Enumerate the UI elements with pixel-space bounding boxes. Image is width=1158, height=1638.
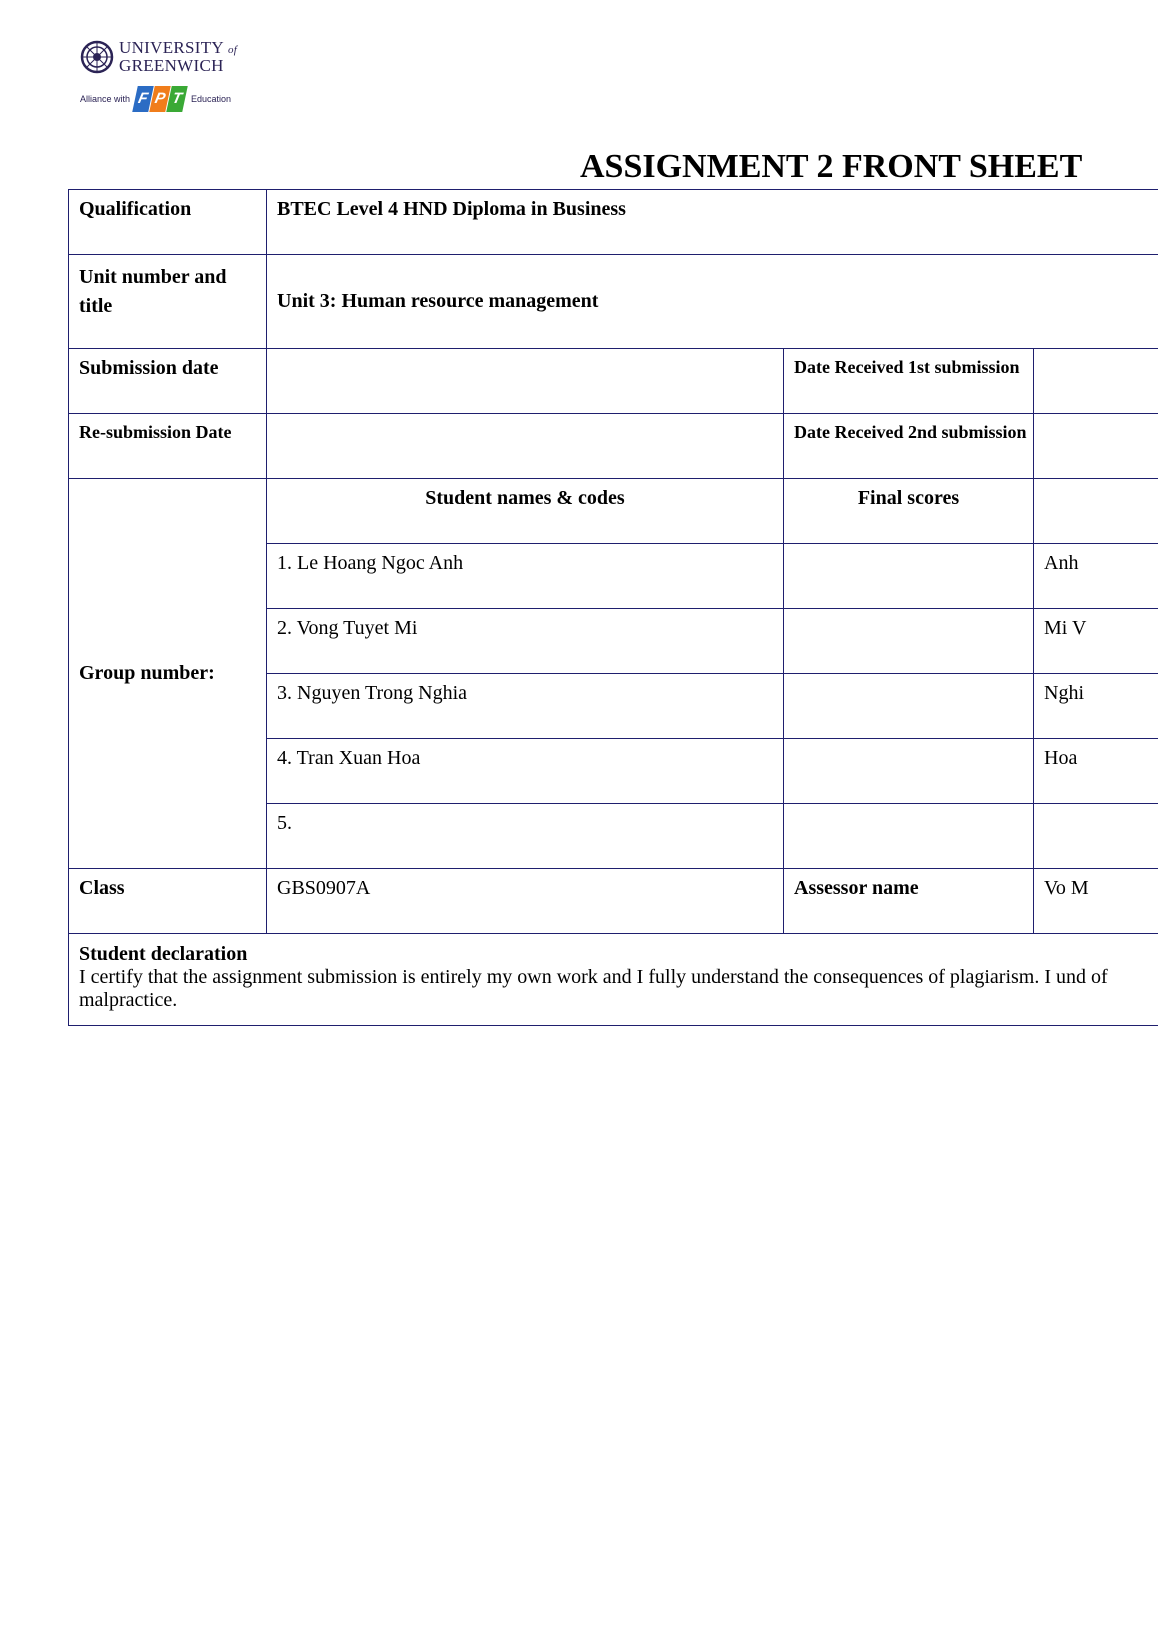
unit-label: Unit number and title [69, 255, 267, 349]
declaration-row [69, 934, 1158, 1026]
qualification-label: Qualification [69, 190, 267, 255]
received-2nd-value [1034, 414, 1158, 479]
student-score [784, 609, 1034, 674]
assessor-label: Assessor name [784, 869, 1034, 934]
submission-date-value [267, 349, 784, 414]
student-signature: Anh [1034, 544, 1158, 609]
student-signature [1034, 804, 1158, 869]
front-sheet-table [68, 189, 1158, 1026]
student-score [784, 804, 1034, 869]
student-signature: Mi V [1034, 609, 1158, 674]
submission-row [69, 349, 1158, 414]
final-scores-header: Final scores [784, 479, 1034, 544]
group-header-row [69, 479, 1158, 544]
received-1st-value [1034, 349, 1158, 414]
student-score [784, 674, 1034, 739]
student-declaration [69, 934, 1158, 1026]
university-name-line1: UNIVERSITY of [119, 38, 238, 57]
group-number-label: Group number: [69, 479, 267, 869]
received-2nd-label: Date Received 2nd submission [784, 414, 1034, 479]
alliance-prefix: Alliance with [80, 94, 131, 104]
student-name: 3. Nguyen Trong Nghia [267, 674, 784, 739]
university-name-line2: GREENWICH [119, 56, 224, 75]
class-label: Class [69, 869, 267, 934]
student-signature: Hoa [1034, 739, 1158, 804]
unit-row [69, 255, 1158, 349]
fpt-letter-t: T [166, 86, 188, 112]
assessor-value: Vo M [1034, 869, 1158, 934]
university-crest-icon [80, 40, 114, 74]
student-name: 5. [267, 804, 784, 869]
qualification-row [69, 190, 1158, 255]
class-row [69, 869, 1158, 934]
resubmission-row [69, 414, 1158, 479]
alliance-suffix: Education [191, 94, 232, 104]
qualification-value: BTEC Level 4 HND Diploma in Business [267, 190, 1158, 255]
signature-header [1034, 479, 1158, 544]
student-name: 2. Vong Tuyet Mi [267, 609, 784, 674]
student-name: 4. Tran Xuan Hoa [267, 739, 784, 804]
submission-date-label: Submission date [69, 349, 267, 414]
student-score [784, 544, 1034, 609]
resubmission-date-label: Re-submission Date [69, 414, 267, 479]
alliance-tagline [80, 86, 250, 112]
student-name: 1. Le Hoang Ngoc Anh [267, 544, 784, 609]
student-score [784, 739, 1034, 804]
page-title: ASSIGNMENT 2 FRONT SHEET [580, 148, 1083, 185]
fpt-letter-f: F [132, 86, 154, 112]
unit-value: Unit 3: Human resource management [267, 255, 1158, 349]
received-1st-label: Date Received 1st submission [784, 349, 1034, 414]
resubmission-date-value [267, 414, 784, 479]
declaration-heading: Student declaration [79, 943, 248, 965]
class-value: GBS0907A [267, 869, 784, 934]
declaration-text: I certify that the assignment submission is entirely my own work and I fully understand the consequences of plagiarism. I und of malpractice. [79, 966, 1108, 1011]
student-names-header: Student names & codes [267, 479, 784, 544]
student-signature: Nghi [1034, 674, 1158, 739]
university-logo [80, 40, 250, 128]
fpt-letter-p: P [149, 86, 171, 112]
fpt-logo [135, 86, 186, 112]
